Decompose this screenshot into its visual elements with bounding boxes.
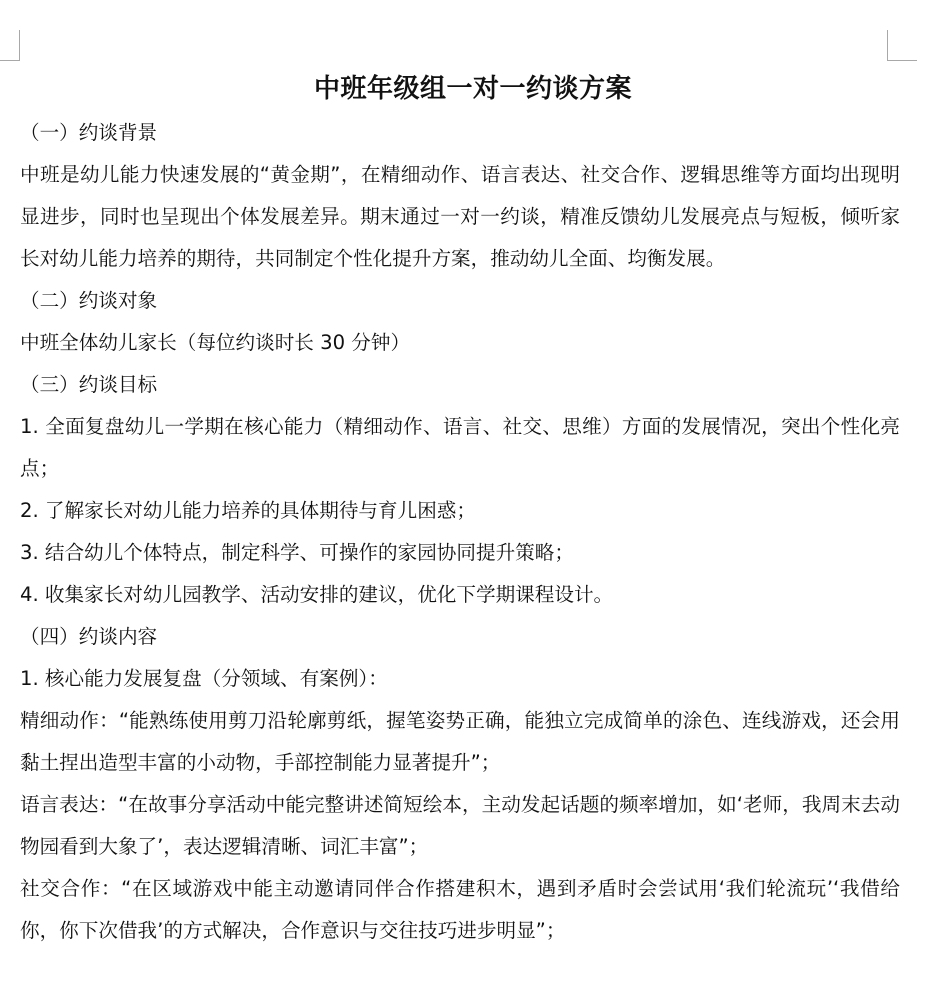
crop-mark-top-right-horizontal [887,60,917,61]
content-item-1: 1. 核心能力发展复盘（分领域、有案例）： [20,667,388,690]
goal-item-3: 3. 结合幼儿个体特点，制定科学、可操作的家园协同提升策略； [20,541,574,564]
section-heading-background: （一）约谈背景 [20,121,158,144]
goal-item-1: 1. 全面复盘幼儿一学期在核心能力（精细动作、语言、社交、思维）方面的发展情况，突出个性化亮点； [20,415,900,480]
paragraph-target: 中班全体幼儿家长（每位约谈时长 30 分钟） [20,331,411,354]
paragraph-background: 中班是幼儿能力快速发展的“黄金期”，在精细动作、语言表达、社交合作、逻辑思维等方面均出现明显进步，同时也呈现出个体发展差异。期末通过一对一约谈，精准反馈幼儿发展亮点与短板，倾听家长对幼儿能力培养的期待，共同制定个性化提升方案，推动幼儿全面、均衡发展。 [20,163,900,270]
goal-item-2: 2. 了解家长对幼儿能力培养的具体期待与育儿困惑； [20,499,476,522]
content-language: 语言表达：“在故事分享活动中能完整讲述简短绘本，主动发起话题的频率增加，如‘老师，我周末去动物园看到大象了’，表达逻辑清晰、词汇丰富”； [20,793,900,858]
goal-item-4: 4. 收集家长对幼儿园教学、活动安排的建议，优化下学期课程设计。 [20,583,614,606]
crop-mark-top-left-horizontal [0,60,20,61]
content-fine-motor: 精细动作：“能熟练使用剪刀沿轮廓剪纸，握笔姿势正确，能独立完成简单的涂色、连线游戏，还会用黏土捏出造型丰富的小动物，手部控制能力显著提升”； [20,709,900,774]
content-social: 社交合作：“在区域游戏中能主动邀请同伴合作搭建积木，遇到矛盾时会尝试用‘我们轮流玩’‘我借给你，你下次借我’的方式解决，合作意识与交往技巧进步明显”； [20,877,900,942]
crop-mark-top-left-vertical [19,30,20,60]
crop-mark-top-right-vertical [887,30,888,60]
section-heading-content: （四）约谈内容 [20,625,158,648]
section-heading-target: （二）约谈对象 [20,289,158,312]
section-heading-goals: （三）约谈目标 [20,373,158,396]
document-body [20,66,900,952]
document-title: 中班年级组一对一约谈方案 [313,74,632,104]
